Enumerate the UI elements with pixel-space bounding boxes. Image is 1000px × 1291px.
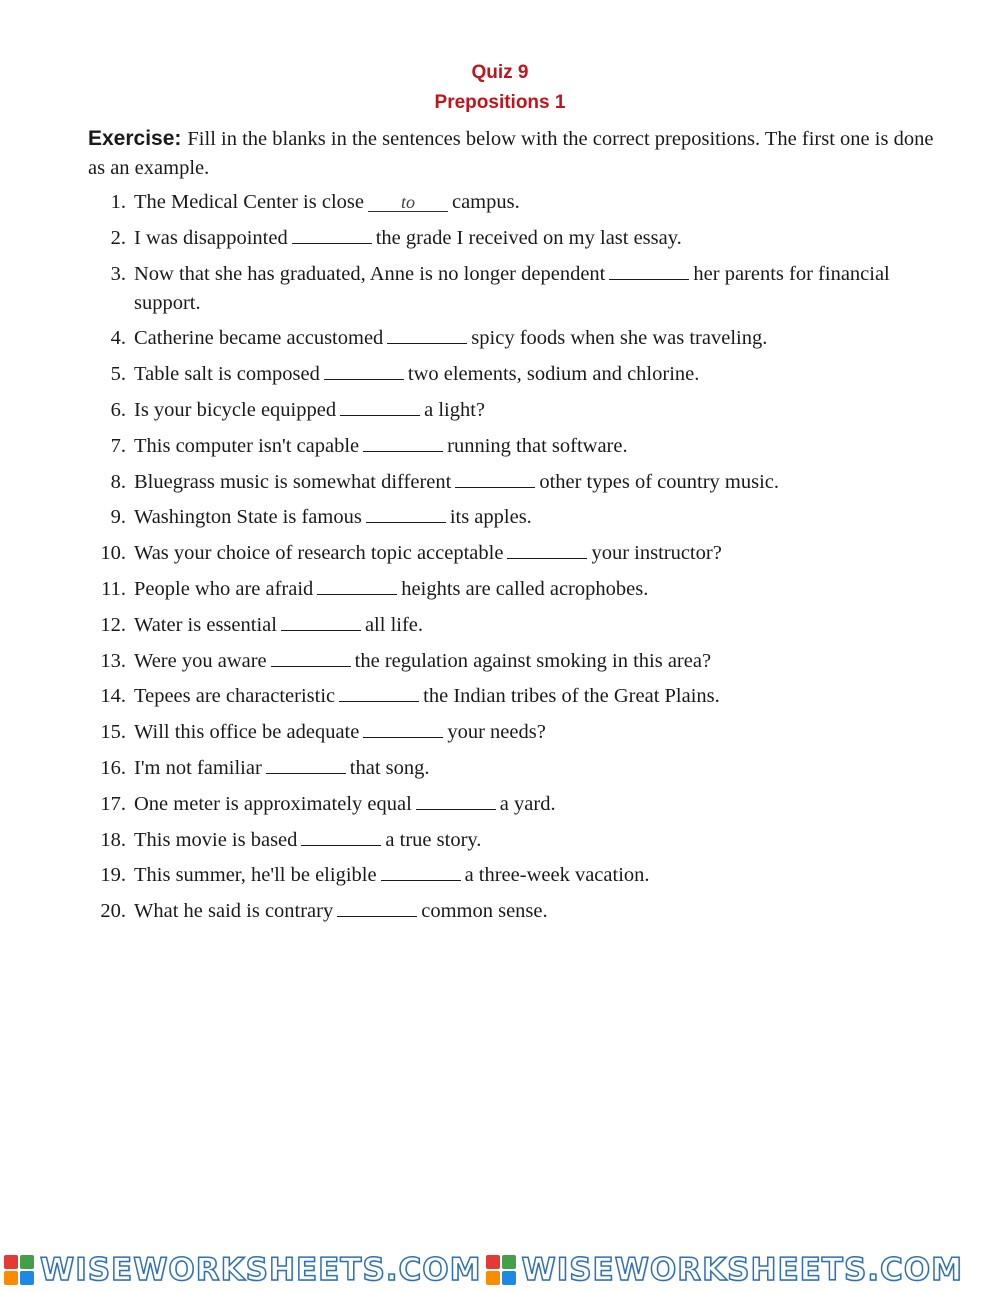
question-before: I was disappointed	[134, 226, 288, 249]
question-before: This summer, he'll be eligible	[134, 864, 377, 887]
question-number: 6.	[110, 398, 126, 421]
question-text	[126, 360, 938, 389]
answer-blank[interactable]	[324, 361, 404, 380]
answer-blank[interactable]	[455, 469, 535, 488]
question-after: your needs?	[447, 721, 546, 744]
question-number: 5.	[110, 363, 126, 386]
question-number: 10.	[100, 542, 126, 565]
question-before: The Medical Center is close	[134, 191, 364, 213]
question-text	[126, 861, 938, 890]
question-item	[88, 224, 938, 253]
answer-blank[interactable]	[271, 648, 351, 667]
question-before: Table salt is composed	[134, 363, 320, 386]
question-item	[88, 575, 938, 604]
question-after: the Indian tribes of the Great Plains.	[423, 685, 720, 708]
question-number: 7.	[110, 434, 126, 457]
question-after: running that software.	[447, 434, 628, 457]
question-before: Washington State is famous	[134, 506, 362, 529]
answer-blank[interactable]	[301, 827, 381, 846]
question-before: One meter is approximately equal	[134, 792, 412, 815]
wise-logo-icon	[4, 1255, 34, 1285]
question-before: This computer isn't capable	[134, 434, 360, 457]
question-item	[88, 682, 938, 711]
question-item	[88, 468, 938, 497]
question-after: common sense.	[421, 900, 548, 923]
question-before: Tepees are characteristic	[134, 685, 336, 708]
question-after: campus.	[451, 191, 520, 213]
question-after: a light?	[424, 398, 486, 421]
answer-blank[interactable]	[387, 325, 467, 344]
question-before: Will this office be adequate	[134, 721, 360, 744]
answer-blank[interactable]: to	[368, 193, 448, 212]
question-after: heights are called acrophobes.	[401, 577, 649, 600]
answer-blank[interactable]	[363, 433, 443, 452]
question-list	[88, 188, 938, 933]
question-text	[126, 396, 938, 425]
question-number: 2.	[110, 226, 126, 249]
question-number: 19.	[100, 864, 126, 887]
question-after: its apples.	[449, 506, 532, 529]
answer-blank[interactable]	[317, 576, 397, 595]
question-text	[126, 611, 938, 640]
question-after: a three-week vacation.	[464, 864, 650, 887]
question-number: 20.	[100, 900, 126, 923]
question-item	[88, 503, 938, 532]
watermark-text: WISEWORKSHEETS.COM	[521, 1252, 963, 1288]
question-item	[88, 324, 938, 353]
exercise-instructions	[88, 124, 938, 183]
question-item	[88, 861, 938, 890]
question-item	[88, 790, 938, 819]
watermark-footer	[0, 1252, 1000, 1288]
question-after: spicy foods when she was traveling.	[471, 327, 768, 350]
answer-blank[interactable]	[416, 791, 496, 810]
watermark-block-1	[0, 1252, 482, 1288]
question-before: Now that she has graduated, Anne is no longer dependent	[134, 262, 606, 285]
exercise-text: Fill in the blanks in the sentences below with the correct prepositions. The first one is done as an example.	[88, 128, 934, 179]
question-text	[126, 826, 938, 855]
question-item	[88, 611, 938, 640]
answer-blank[interactable]	[292, 225, 372, 244]
question-before: Water is essential	[134, 613, 277, 636]
answer-blank[interactable]	[363, 719, 443, 738]
question-text	[126, 682, 938, 711]
quiz-subtitle: Prepositions 1	[434, 92, 566, 113]
question-text	[126, 503, 938, 532]
watermark-text: WISEWORKSHEETS.COM	[40, 1252, 482, 1288]
question-number: 17.	[100, 792, 126, 815]
question-text	[126, 324, 938, 353]
question-after: your instructor?	[591, 542, 722, 565]
question-number: 12.	[100, 613, 126, 636]
answer-blank[interactable]	[266, 755, 346, 774]
question-item	[88, 188, 938, 217]
question-text	[126, 260, 938, 318]
question-before: People who are afraid	[134, 577, 314, 600]
question-text	[126, 897, 938, 926]
question-text	[126, 224, 938, 253]
question-after: other types of country music.	[539, 470, 779, 493]
question-after: the grade I received on my last essay.	[375, 226, 682, 249]
question-number: 15.	[100, 721, 126, 744]
question-before: I'm not familiar	[134, 756, 262, 779]
question-item	[88, 260, 938, 318]
question-after: a yard.	[499, 792, 556, 815]
question-text	[126, 575, 938, 604]
question-number: 11.	[101, 577, 126, 600]
question-item	[88, 432, 938, 461]
question-number: 8.	[110, 470, 126, 493]
answer-blank[interactable]	[340, 397, 420, 416]
question-number: 16.	[100, 756, 126, 779]
page-header	[0, 58, 1000, 118]
question-before: Was your choice of research topic acceptable	[134, 542, 504, 565]
question-text	[126, 432, 938, 461]
answer-blank[interactable]	[339, 683, 419, 702]
question-item	[88, 718, 938, 747]
question-before: What he said is contrary	[134, 900, 334, 923]
question-item	[88, 754, 938, 783]
question-number: 4.	[110, 327, 126, 350]
question-after: that song.	[349, 756, 430, 779]
question-before: Bluegrass music is somewhat different	[134, 470, 452, 493]
question-number: 14.	[100, 685, 126, 708]
answer-blank[interactable]	[366, 504, 446, 523]
question-after: a true story.	[385, 828, 482, 851]
question-text	[126, 647, 938, 676]
question-number: 18.	[100, 828, 126, 851]
question-text	[126, 188, 938, 217]
question-after: her parents for financial support.	[134, 262, 890, 314]
question-text	[126, 754, 938, 783]
question-after: two elements, sodium and chlorine.	[407, 363, 700, 386]
answer-blank[interactable]	[337, 898, 417, 917]
quiz-title: Quiz 9	[471, 62, 529, 83]
question-after: all life.	[364, 613, 424, 636]
answer-blank[interactable]	[609, 261, 689, 280]
question-item	[88, 396, 938, 425]
question-text	[126, 539, 938, 568]
question-text	[126, 790, 938, 819]
question-item	[88, 360, 938, 389]
question-before: This movie is based	[134, 828, 298, 851]
question-number: 9.	[110, 506, 126, 529]
question-number: 1.	[110, 191, 126, 213]
question-before: Catherine became accustomed	[134, 327, 384, 350]
question-number: 3.	[110, 262, 126, 285]
question-item	[88, 539, 938, 568]
exercise-label: Exercise:	[88, 127, 182, 150]
question-before: Were you aware	[134, 649, 267, 672]
answer-blank[interactable]	[507, 540, 587, 559]
watermark-block-2	[482, 1252, 964, 1288]
question-text	[126, 468, 938, 497]
wise-logo-icon	[486, 1255, 516, 1285]
question-before: Is your bicycle equipped	[134, 398, 337, 421]
question-item	[88, 647, 938, 676]
question-item	[88, 826, 938, 855]
question-after: the regulation against smoking in this area?	[354, 649, 712, 672]
question-text	[126, 718, 938, 747]
answer-blank[interactable]	[381, 862, 461, 881]
answer-blank[interactable]	[281, 612, 361, 631]
question-number: 13.	[100, 649, 126, 672]
question-item	[88, 897, 938, 926]
